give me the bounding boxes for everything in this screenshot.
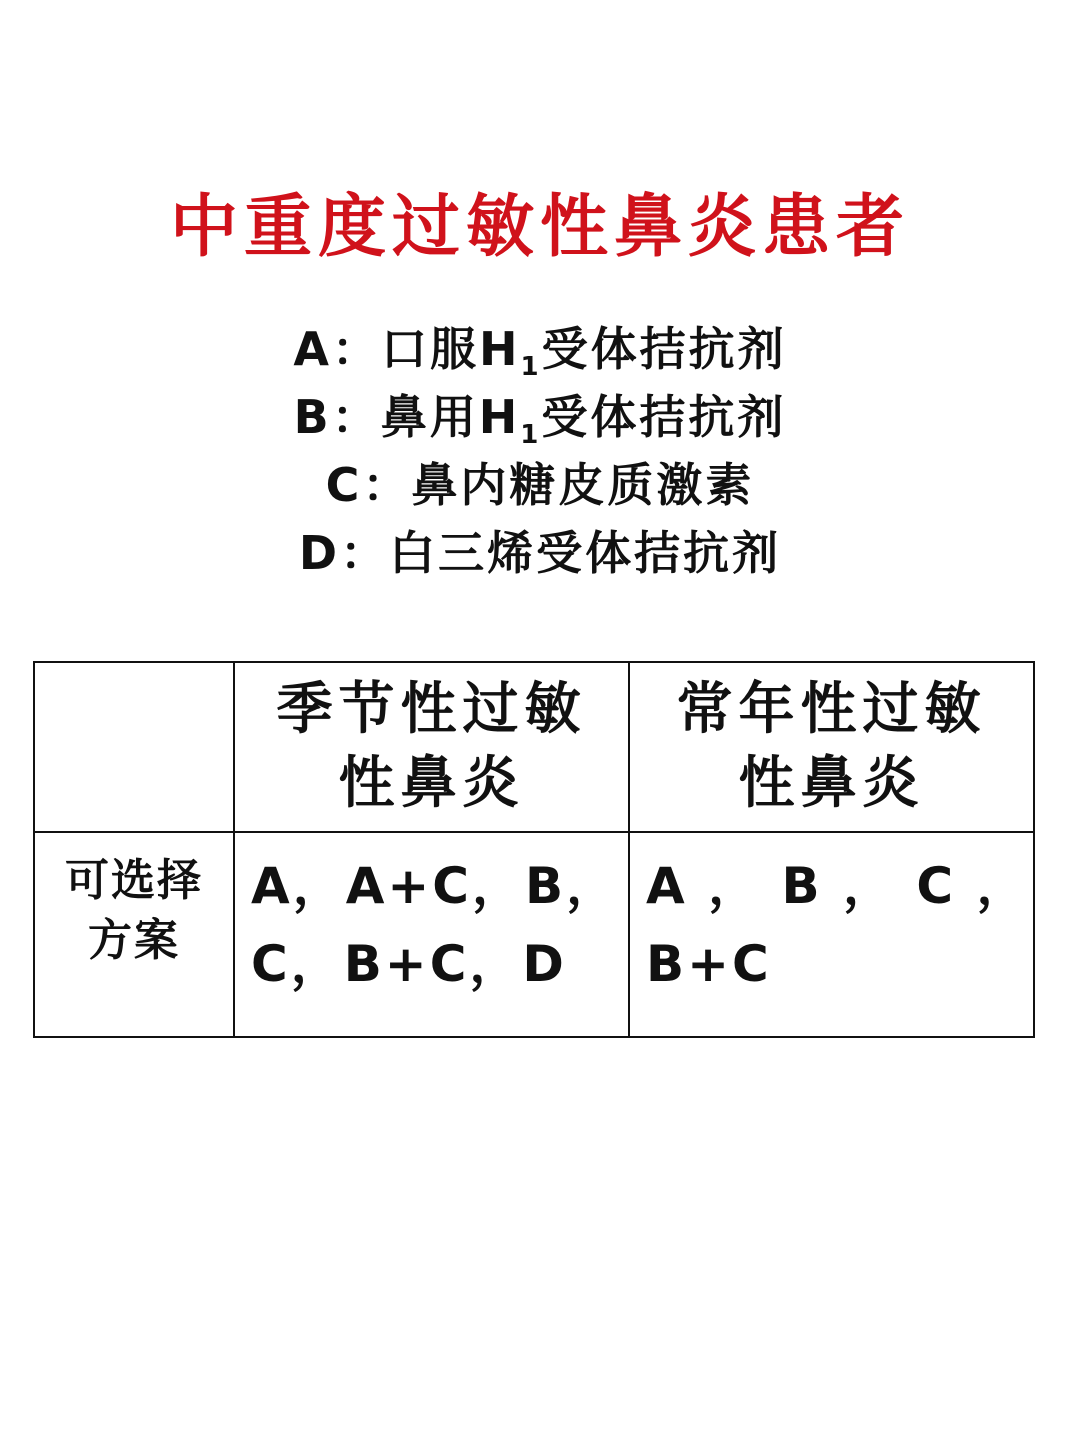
row-label-line-1: 可选择 <box>65 855 203 906</box>
option-b <box>0 383 1080 451</box>
table-header-row <box>34 662 1034 832</box>
option-d <box>0 519 1080 587</box>
drug-options-list <box>0 315 1080 587</box>
table-row <box>34 832 1034 1037</box>
table-corner-cell <box>34 662 234 832</box>
page-title: 中重度过敏性鼻炎患者 <box>169 188 910 267</box>
option-b-suffix: 受体拮抗剂 <box>541 390 787 444</box>
header-seasonal-line-2: 性鼻炎 <box>338 751 525 816</box>
option-a-text: A：口服H <box>293 322 521 376</box>
seasonal-plan-line-2: C，B+C，D <box>251 935 567 993</box>
row-label-line-2: 方案 <box>88 915 180 966</box>
perennial-plan-cell <box>629 832 1034 1037</box>
perennial-plan-line-1: A ， B ， C ， <box>646 857 1030 915</box>
option-a-subscript: 1 <box>520 352 542 383</box>
option-c <box>0 451 1080 519</box>
option-a <box>0 315 1080 383</box>
header-seasonal <box>234 662 629 832</box>
option-c-text: C：鼻内糖皮质激素 <box>325 458 755 512</box>
option-d-text: D：白三烯受体拮抗剂 <box>298 526 782 580</box>
seasonal-plan-cell <box>234 832 629 1037</box>
header-perennial <box>629 662 1034 832</box>
perennial-plan-line-2: B+C <box>646 935 772 993</box>
row-label-cell <box>34 832 234 1037</box>
header-perennial-line-2: 性鼻炎 <box>738 751 925 816</box>
header-perennial-line-1: 常年性过敏 <box>676 677 987 742</box>
option-a-suffix: 受体拮抗剂 <box>541 322 787 376</box>
treatment-table <box>33 661 1035 1038</box>
treatment-table-wrapper <box>33 661 1033 1036</box>
option-b-text: B：鼻用H <box>293 390 521 444</box>
header-seasonal-line-1: 季节性过敏 <box>276 677 587 742</box>
seasonal-plan-line-1: A，A+C，B， <box>251 857 620 915</box>
option-b-subscript: 1 <box>520 420 542 451</box>
